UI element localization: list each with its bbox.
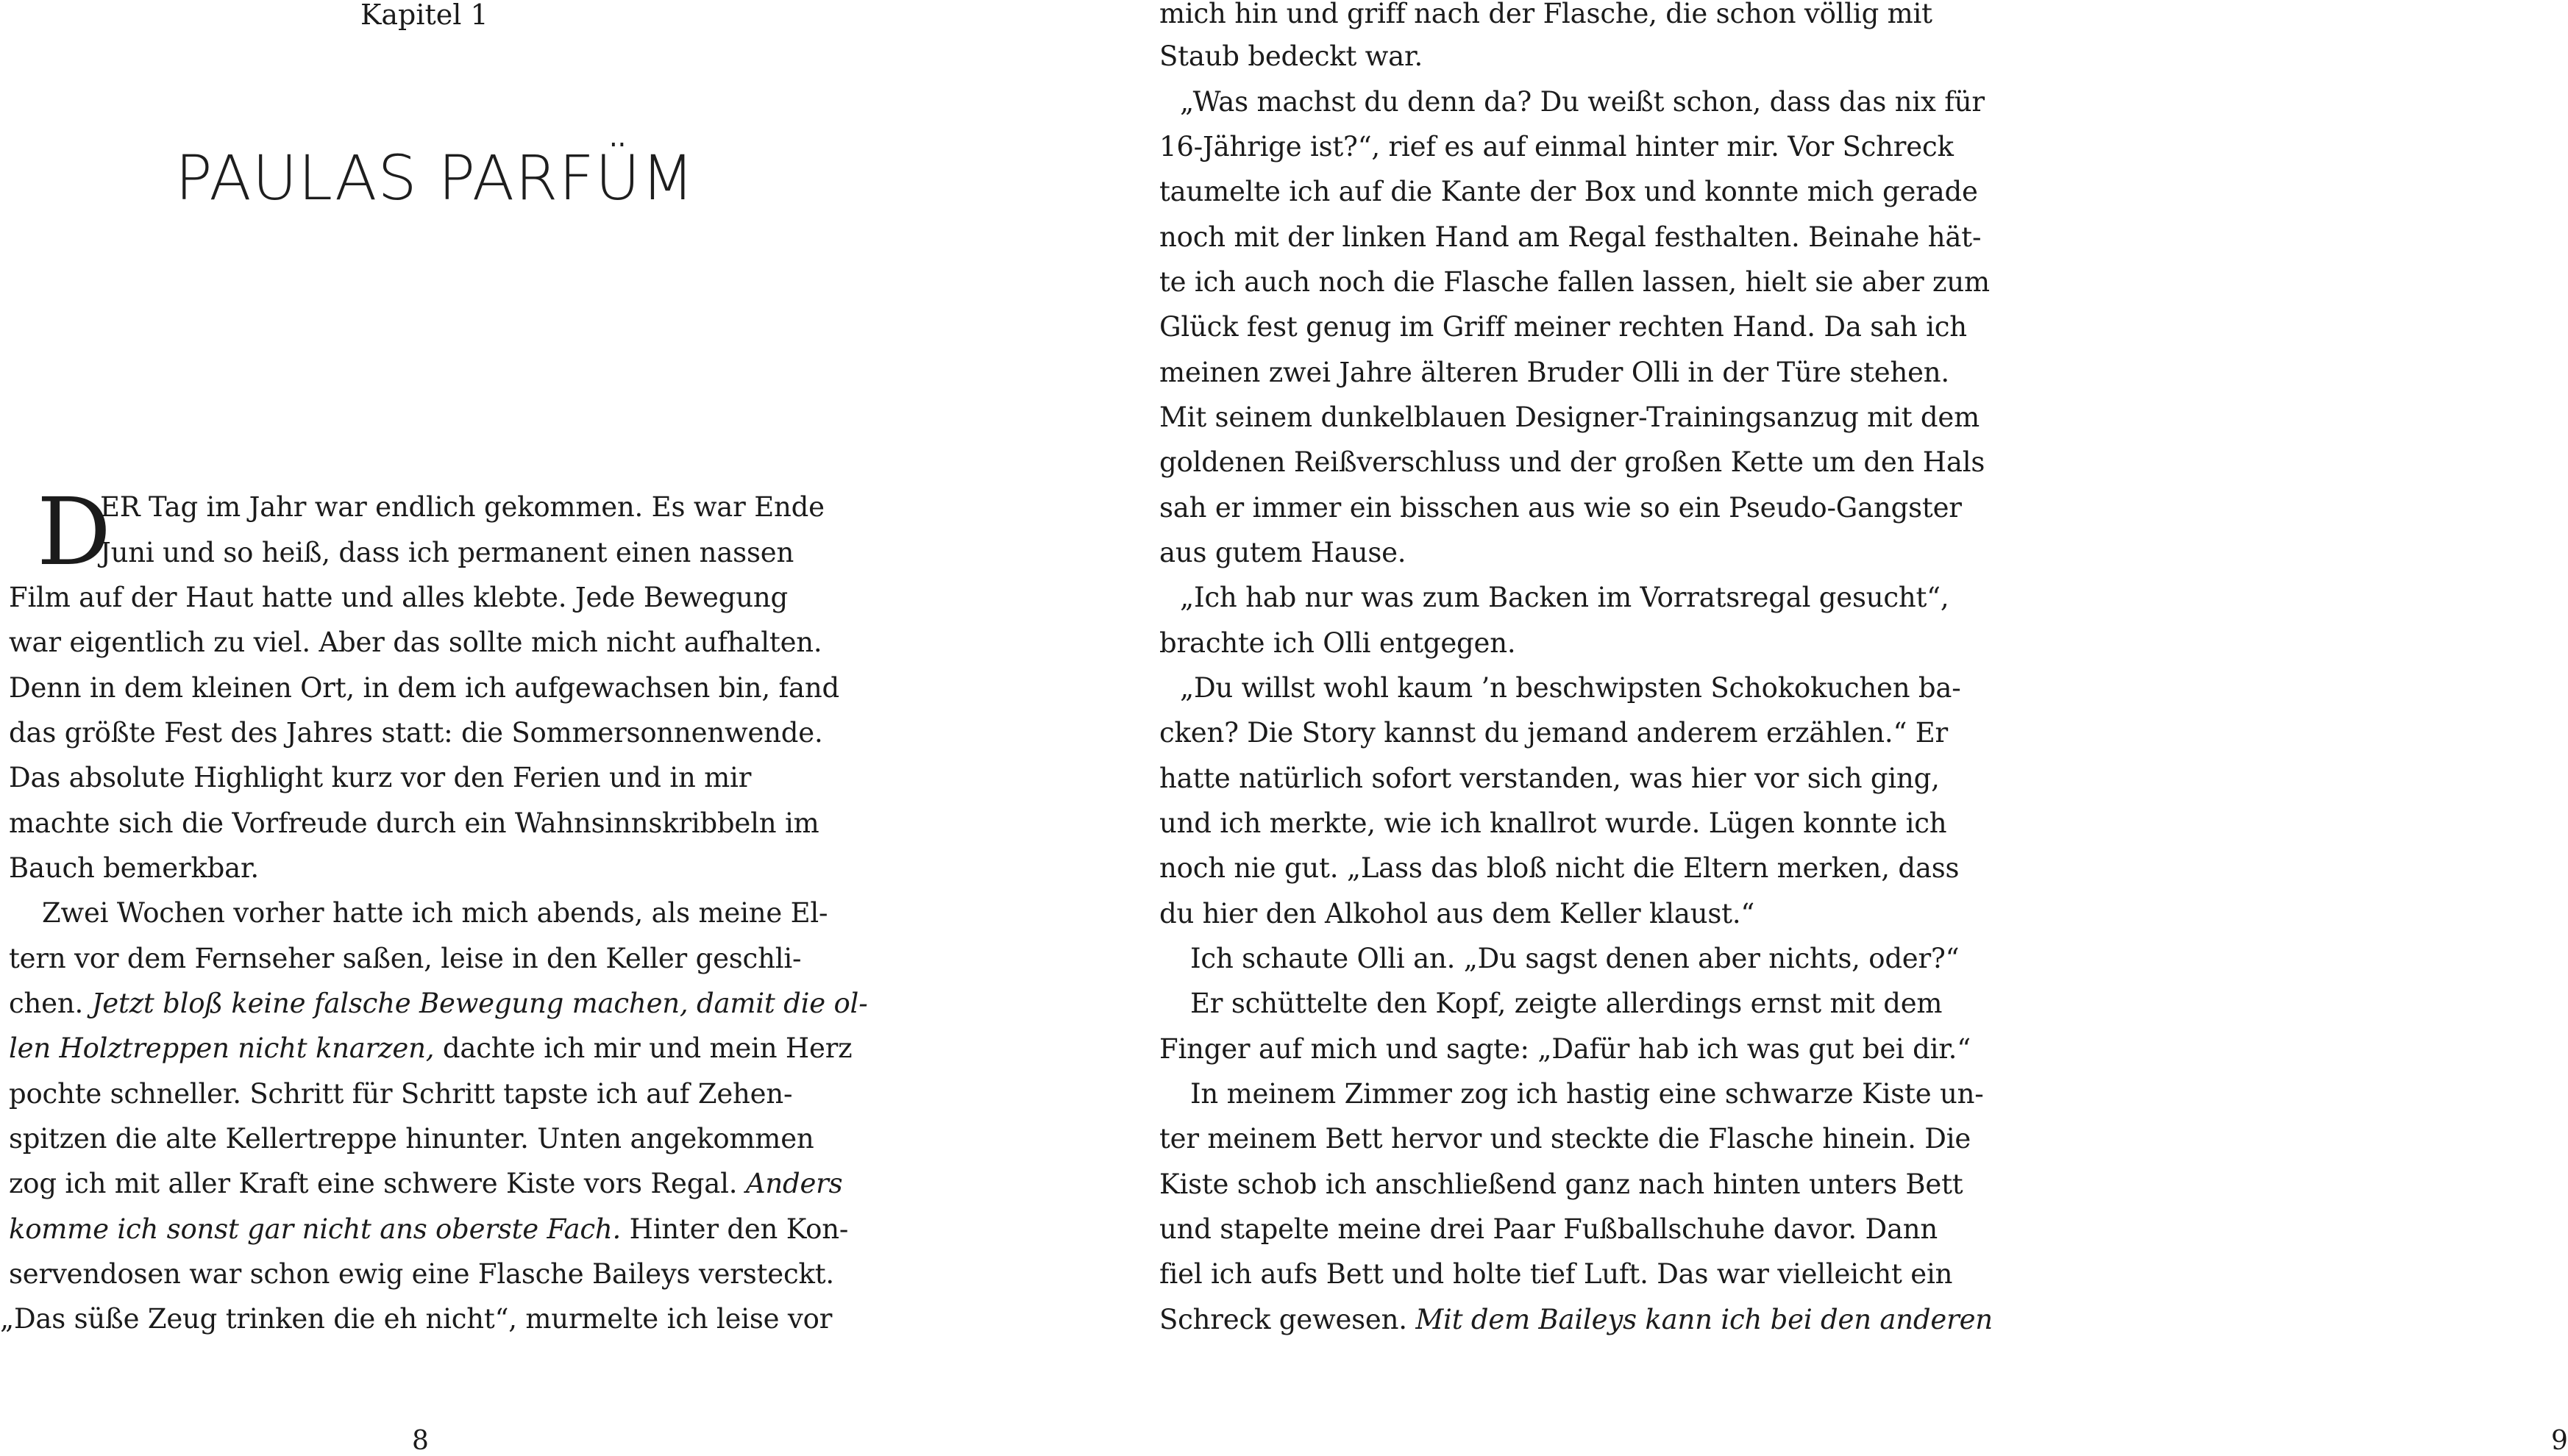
text-line: 16-Jährige ist?“, rief es auf einmal hinter mir. Vor Schreck [1159, 131, 1954, 163]
text-line: Kiste schob ich anschließend ganz nach hinten unters Bett [1159, 1168, 1963, 1200]
text-line: Staub bedeckt war. [1159, 40, 1423, 72]
italic-thought: len Holztreppen nicht knarzen, [9, 1032, 435, 1064]
text-line: taumelte ich auf die Kante der Box und konnte mich gerade [1159, 176, 1978, 207]
text-line: Das absolute Highlight kurz vor den Ferien und in mir [9, 762, 752, 793]
text-line: das größte Fest des Jahres statt: die Sommersonnenwende. [9, 717, 823, 749]
text-line: Zwei Wochen vorher hatte ich mich abends, als meine El- [42, 897, 828, 929]
chapter-label: Kapitel 1 [360, 0, 488, 31]
text-line [1159, 1302, 1993, 1338]
drop-cap: D [37, 478, 112, 586]
text-line: tern vor dem Fernseher saßen, leise in den Keller geschli- [9, 943, 802, 974]
italic-thought: Mit dem Baileys kann ich bei den anderen [1415, 1304, 1993, 1335]
text-line [9, 1030, 852, 1067]
text-line: mich hin und griff nach der Flasche, die schon völlig mit [1159, 0, 1932, 29]
text-line: Finger auf mich und sagte: „Dafür hab ich was gut bei dir.“ [1159, 1033, 1971, 1065]
italic-thought: komme ich sonst gar nicht ans oberste Fach. [9, 1213, 622, 1245]
text-line: sah er immer ein bisschen aus wie so ein Pseudo-Gangster [1159, 492, 1962, 524]
text-line: noch nie gut. „Lass das bloß nicht die Eltern merken, dass [1159, 852, 1960, 884]
text-line: Er schüttelte den Kopf, zeigte allerdings ernst mit dem [1190, 988, 1943, 1019]
text-line: Glück fest genug im Griff meiner rechten Hand. Da sah ich [1159, 311, 1967, 343]
italic-thought: Jetzt bloß keine falsche Bewegung machen, damit die ol- [91, 988, 868, 1019]
text-line: Ich schaute Olli an. „Du sagst denen aber nichts, oder?“ [1190, 943, 1960, 974]
text-line: „Du willst wohl kaum ’n beschwipsten Schokokuchen ba- [1180, 672, 1961, 704]
text-line: ter meinem Bett hervor und steckte die Flasche hinein. Die [1159, 1123, 1971, 1155]
text-line: hatte natürlich sofort verstanden, was hier vor sich ging, [1159, 763, 1940, 794]
page-number: 9 [2551, 1426, 2568, 1456]
text-line: spitzen die alte Kellertreppe hinunter. Unten angekommen [9, 1123, 814, 1155]
text-line: und stapelte meine drei Paar Fußballschuhe davor. Dann [1159, 1213, 1938, 1245]
text-span: Schreck gewesen. [1159, 1304, 1416, 1335]
text-line: te ich auch noch die Flasche fallen lassen, hielt sie aber zum [1159, 266, 1990, 298]
text-line [9, 1211, 848, 1248]
left-page [0, 0, 992, 1454]
text-line: brachte ich Olli entgegen. [1159, 627, 1516, 659]
text-line: meinen zwei Jahre älteren Bruder Olli in der Türe stehen. [1159, 357, 1949, 388]
text-line: cken? Die Story kannst du jemand anderem erzählen.“ Er [1159, 717, 1949, 749]
text-line: Bauch bemerkbar. [9, 852, 259, 884]
text-line: „Das süße Zeug trinken die eh nicht“, murmelte ich leise vor [0, 1303, 833, 1335]
text-span: dachte ich mir und mein Herz [434, 1032, 853, 1064]
text-line: ER Tag im Jahr war endlich gekommen. Es war Ende [100, 491, 825, 523]
text-line: und ich merkte, wie ich knallrot wurde. Lügen konnte ich [1159, 807, 1947, 839]
text-line: „Ich hab nur was zum Backen im Vorratsregal gesucht“, [1180, 582, 1949, 613]
text-span: chen. [9, 988, 92, 1019]
page-number: 8 [412, 1426, 429, 1456]
text-line: Denn in dem kleinen Ort, in dem ich aufgewachsen bin, fand [9, 672, 840, 704]
text-span: Hinter den Kon- [621, 1213, 849, 1245]
italic-thought: Anders [745, 1168, 843, 1199]
text-line: du hier den Alkohol aus dem Keller klaust.“ [1159, 898, 1755, 929]
text-line: „Was machst du denn da? Du weißt schon, dass das nix für [1180, 86, 1985, 118]
text-line: noch mit der linken Hand am Regal festhalten. Beinahe hät- [1159, 221, 1982, 253]
text-line: war eigentlich zu viel. Aber das sollte mich nicht aufhalten. [9, 627, 822, 658]
text-span: zog ich mit aller Kraft eine schwere Kiste vors Regal. [9, 1168, 746, 1199]
text-line: goldenen Reißverschluss und der großen Kette um den Hals [1159, 446, 1985, 478]
text-line: pochte schneller. Schritt für Schritt tapste ich auf Zehen- [9, 1078, 793, 1110]
chapter-title: PAULAS PARFÜM [175, 142, 695, 214]
text-line: fiel ich aufs Bett und holte tief Luft. Das war vielleicht ein [1159, 1258, 1953, 1290]
right-page [992, 0, 2568, 1456]
text-line: In meinem Zimmer zog ich hastig eine schwarze Kiste un- [1190, 1078, 1984, 1110]
text-line [9, 985, 868, 1022]
text-line [9, 1166, 842, 1202]
text-line: Mit seinem dunkelblauen Designer-Trainingsanzug mit dem [1159, 402, 1980, 433]
text-line: Juni und so heiß, dass ich permanent einen nassen [100, 537, 794, 568]
text-line: Film auf der Haut hatte und alles klebte. Jede Bewegung [9, 582, 788, 613]
text-line: servendosen war schon ewig eine Flasche Baileys versteckt. [9, 1258, 834, 1290]
text-line: machte sich die Vorfreude durch ein Wahnsinnskribbeln im [9, 807, 819, 839]
text-line: aus gutem Hause. [1159, 537, 1406, 568]
